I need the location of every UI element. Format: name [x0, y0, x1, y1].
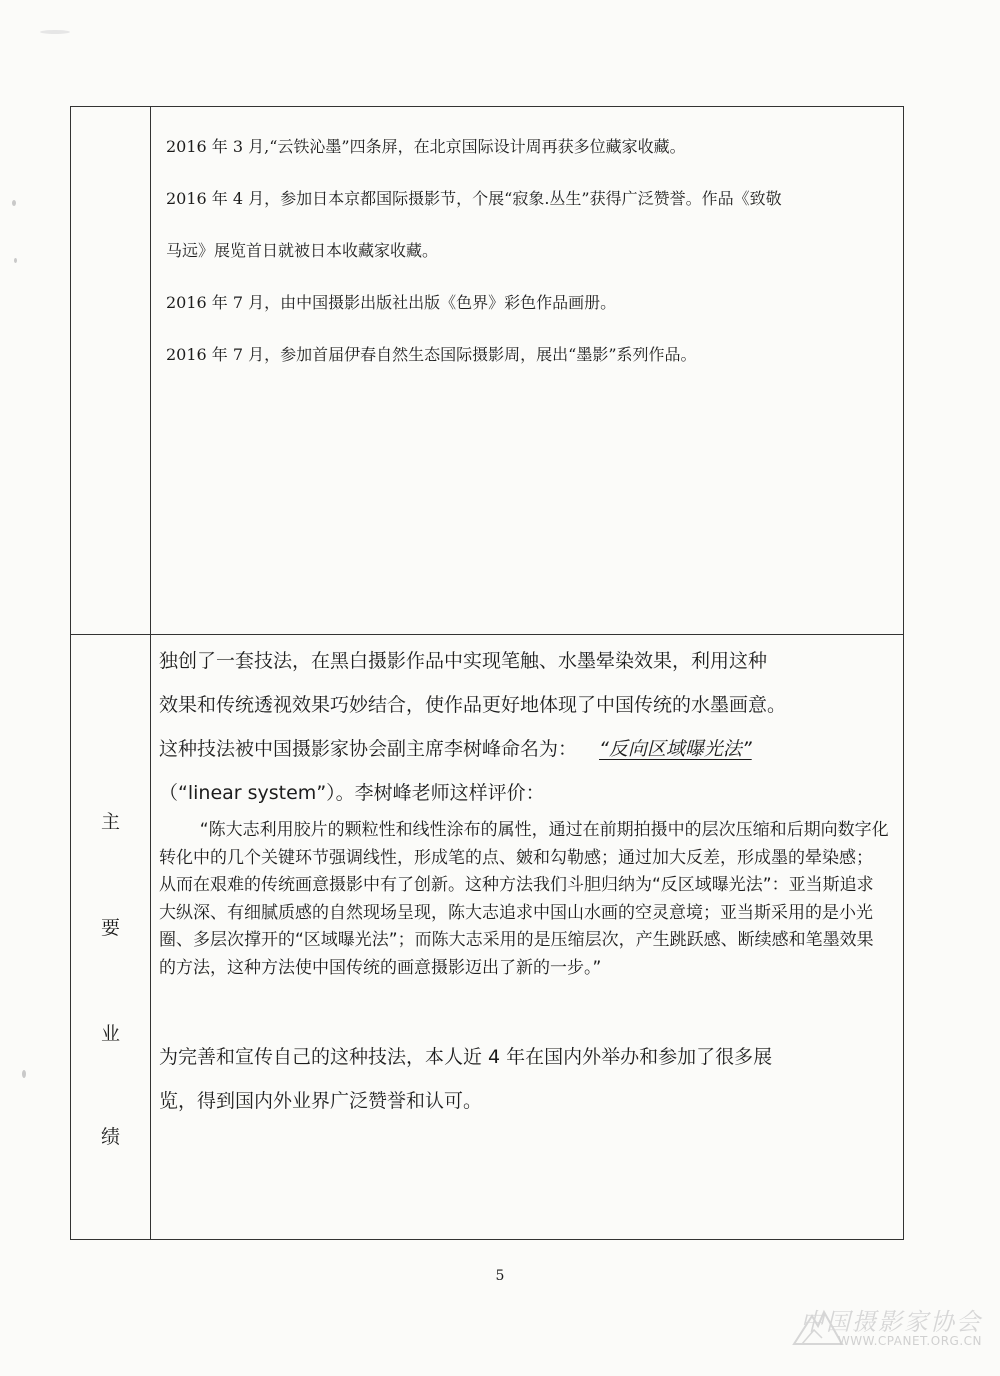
intro-prefix: 这种技法被中国摄影家协会副主席李树峰命名为：	[159, 738, 578, 760]
watermark-url: WWW.CPANET.ORG.CN	[837, 1334, 982, 1348]
scan-speck	[40, 30, 70, 34]
scan-speck	[22, 1070, 26, 1078]
review-quote: “陈大志利用胶片的颗粒性和线性涂布的属性，通过在前期拍摄中的层次压缩和后期向数字化转化中的几个关键环节强调线性，形成笔的点、皴和勾勒感；通过加大反差，形成墨的晕染感；从而在艰难的传统画意摄影中有了创新。这种方法我们斗胆归纳为“反区域曝光法”：亚当斯追求大纵深、有细腻质感的自然现场呈现，陈大志追求中国山水画的空灵意境；亚当斯采用的是小光圈、多层次撑开的“区域曝光法”；而陈大志采用的是压缩层次，产生跳跃感、断续感和笔墨效果的方法，这种方法使中国传统的画意摄影迈出了新的一步。”	[159, 820, 889, 978]
history-line: 2016 年 4 月，参加日本京都国际摄影节，个展“寂象.丛生”获得广泛赞誉。作品《致敬	[166, 189, 782, 208]
technique-name: “反向区域曝光法”	[599, 738, 752, 760]
intro-line	[159, 727, 889, 771]
history-line: 2016 年 3 月,“云铁沁墨”四条屏，在北京国际设计周再获多位藏家收藏。	[166, 137, 686, 156]
section-label-char: 要	[100, 917, 120, 939]
watermark-name: 中国摄影家协会	[800, 1308, 982, 1336]
label-column	[71, 107, 151, 1239]
exhibition-history	[166, 121, 886, 381]
intro-line: 独创了一套技法，在黑白摄影作品中实现笔触、水墨晕染效果，利用这种	[159, 650, 768, 672]
history-line: 2016 年 7 月，参加首届伊春自然生态国际摄影周，展出“墨影”系列作品。	[166, 345, 697, 364]
section-label-char: 主	[100, 811, 120, 833]
intro-line: 效果和传统透视效果巧妙结合，使作品更好地体现了中国传统的水墨画意。	[159, 694, 787, 716]
row-divider	[71, 634, 903, 635]
closing-line: 为完善和宣传自己的这种技法，本人近 4 年在国内外举办和参加了很多展	[159, 1045, 773, 1068]
intro-line: （“linear system”）。李树峰老师这样评价：	[159, 782, 545, 804]
history-line: 马远》展览首日就被日本收藏家收藏。	[166, 241, 439, 260]
scan-speck	[12, 200, 16, 206]
closing-line: 览，得到国内外业界广泛赞誉和认可。	[159, 1089, 483, 1112]
history-line: 2016 年 7 月，由中国摄影出版社出版《色界》彩色作品画册。	[166, 293, 617, 312]
main-achievements	[159, 639, 889, 1123]
record-table	[70, 106, 904, 1240]
scan-speck	[14, 258, 17, 263]
page-number: 5	[495, 1268, 505, 1284]
watermark	[780, 1296, 990, 1366]
section-label-char: 业	[100, 1023, 120, 1045]
section-label-char: 绩	[100, 1126, 120, 1148]
